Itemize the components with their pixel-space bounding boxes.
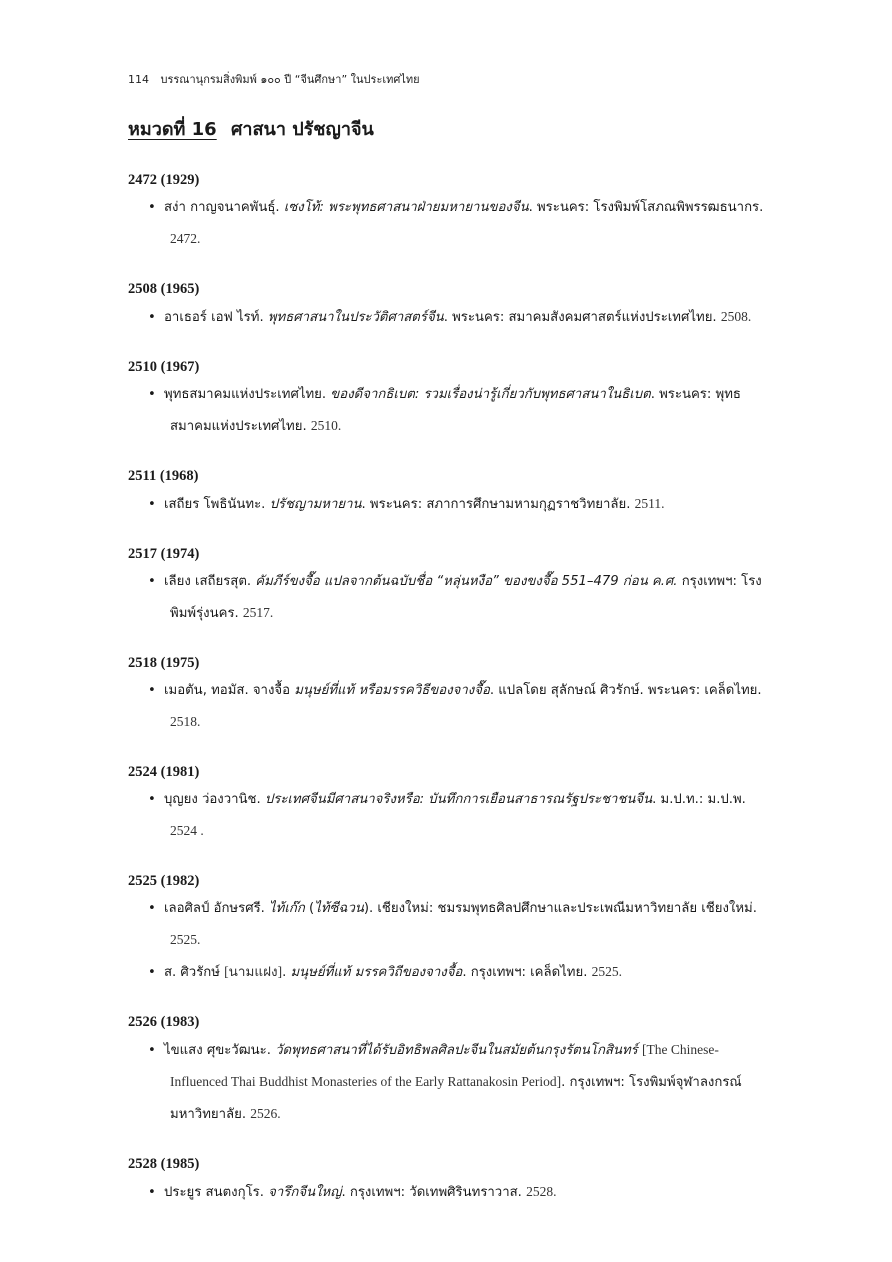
entry-text: . พระนคร: สมาคมสังคมศาสตร์แห่งประเทศไทย. bbox=[443, 310, 721, 325]
entry-text: . bbox=[282, 965, 291, 980]
entry-title: มนุษย์ที่แท้ หรือมรรควิธีของจางจื๊อ bbox=[294, 683, 490, 698]
entry-title: จารึกจีนใหญ่ bbox=[268, 1185, 342, 1200]
year-group bbox=[128, 1152, 776, 1208]
year-heading: 2517 (1974) bbox=[128, 546, 200, 562]
year-heading: 2518 (1975) bbox=[128, 655, 200, 671]
bullet-icon: • bbox=[148, 387, 156, 402]
entry-text: 2525. bbox=[591, 964, 622, 979]
entry-title: เซงโท้: พระพุทธศาสนาฝ่ายมหายานของจีน bbox=[283, 200, 529, 215]
entry-text: . พระนคร: โรงพิมพ์โสภณพิพรรฒธนากร. bbox=[528, 200, 764, 215]
chapter-heading bbox=[128, 114, 374, 143]
entry-text: 2528. bbox=[526, 1184, 557, 1199]
year-group bbox=[128, 464, 776, 520]
bullet-icon: • bbox=[148, 683, 156, 698]
bibliography-entry bbox=[128, 893, 776, 956]
bibliography-entry bbox=[128, 301, 776, 333]
bullet-icon: • bbox=[148, 574, 156, 589]
running-head bbox=[128, 70, 420, 88]
entry-text: [The Chinese-Influenced Thai Buddhist Monasteries of the Early Rattanakosin Period] bbox=[170, 1042, 719, 1089]
entry-text: ประยูร สนตงกุโร. bbox=[164, 1185, 269, 1200]
year-group bbox=[128, 277, 776, 333]
entry-text: ส. ศิวรักษ์ bbox=[164, 965, 225, 980]
entry-text: . กรุงเทพฯ: วัดเทพศิรินทราวาส. bbox=[341, 1185, 527, 1200]
year-group bbox=[128, 760, 776, 847]
bullet-icon: • bbox=[148, 965, 156, 980]
entry-text: 2524 . bbox=[170, 823, 204, 838]
bibliography-entry bbox=[128, 784, 776, 847]
entry-text: 2518. bbox=[170, 714, 201, 729]
entry-title: ไท้เก๊ก bbox=[269, 901, 305, 916]
bibliography-entry bbox=[128, 1176, 776, 1208]
entry-text: สง่า กาญจนาคพันธุ์. bbox=[164, 200, 284, 215]
year-heading: 2508 (1965) bbox=[128, 281, 200, 297]
entry-text: 2517. bbox=[242, 605, 274, 620]
entry-title: วัดพุทธศาสนาที่ได้รับอิทธิพลศิลปะจีนในสมัยต้นกรุงรัตนโกสินทร์ bbox=[275, 1043, 638, 1058]
entry-text: 2508. bbox=[720, 309, 752, 324]
chapter-title: ศาสนา ปรัชญาจีน bbox=[231, 119, 374, 140]
chapter-number: หมวดที่ 16 bbox=[128, 119, 217, 140]
entry-text: กรุงเทพฯ: โรงพิมพ์รุ่งนคร. bbox=[170, 574, 762, 621]
entry-text: เลอศิลป์ อักษรศรี. bbox=[164, 901, 270, 916]
entry-text: เมอตัน, ทอมัส. จางจื้อ bbox=[164, 683, 295, 698]
bullet-icon: • bbox=[148, 310, 156, 325]
entry-text: . พระนคร: สภาการศึกษามหามกุฏราชวิทยาลัย. bbox=[361, 497, 635, 512]
entry-title: ของดีจากธิเบต: รวมเรื่องน่ารู้เกี่ยวกับพุทธศาสนาในธิเบต bbox=[330, 387, 651, 402]
year-group bbox=[128, 1010, 776, 1130]
bullet-icon: • bbox=[148, 497, 156, 512]
bibliography-entry bbox=[128, 192, 776, 255]
entry-text: . ม.ป.ท.: ม.ป.พ. bbox=[652, 792, 746, 807]
entry-text: ไขแสง ศุขะวัฒนะ. bbox=[164, 1043, 276, 1058]
entry-text: 2510. bbox=[310, 418, 342, 433]
entry-text: อาเธอร์ เอฟ ไรท์. bbox=[164, 310, 268, 325]
bibliography-entry bbox=[128, 379, 776, 442]
year-heading: 2472 (1929) bbox=[128, 172, 200, 188]
entry-text: บุญยง ว่องวานิช. bbox=[164, 792, 265, 807]
entry-text: ( bbox=[304, 901, 315, 916]
bibliography-entry bbox=[128, 566, 776, 629]
entry-text: พุทธสมาคมแห่งประเทศไทย. bbox=[164, 387, 331, 402]
entry-text: ). เชียงใหม่: ชมรมพุทธศิลปศึกษาและประเพณีมหาวิทยาลัย เชียงใหม่. bbox=[363, 901, 757, 916]
bibliography-list bbox=[128, 168, 776, 1230]
entry-text: . แปลโดย สุลักษณ์ ศิวรักษ์. พระนคร: เคล็ดไทย. bbox=[489, 683, 762, 698]
entry-text: 2525. bbox=[170, 932, 201, 947]
bibliography-entry bbox=[128, 956, 776, 988]
book-title: บรรณานุกรมสิ่งพิมพ์ ๑๐๐ ปี “จีนศึกษา” ในประเทศไทย bbox=[160, 73, 420, 86]
year-group bbox=[128, 355, 776, 442]
year-group bbox=[128, 651, 776, 738]
bullet-icon: • bbox=[148, 200, 156, 215]
entry-title: ปรัชญามหายาน bbox=[269, 497, 362, 512]
entry-text: เสถียร โพธินันทะ. bbox=[164, 497, 270, 512]
entry-text: 2472. bbox=[170, 231, 201, 246]
page-number: 114 bbox=[128, 73, 149, 86]
bibliography-entry bbox=[128, 675, 776, 738]
year-heading: 2528 (1985) bbox=[128, 1156, 200, 1172]
entry-text: . พระนคร: พุทธสมาคมแห่งประเทศไทย. bbox=[170, 387, 741, 434]
year-group bbox=[128, 168, 776, 255]
bibliography-entry bbox=[128, 488, 776, 520]
bibliography-entry bbox=[128, 1034, 776, 1130]
entry-text: เลียง เสถียรสุต. bbox=[164, 574, 256, 589]
entry-text: . กรุงเทพฯ: เคล็ดไทย. bbox=[462, 965, 592, 980]
bullet-icon: • bbox=[148, 792, 156, 807]
entry-title: ประเทศจีนมีศาสนาจริงหรือ: บันทึกการเยือนสาธารณรัฐประชาชนจีน bbox=[264, 792, 653, 807]
entry-text: . กรุงเทพฯ: โรงพิมพ์จุฬาลงกรณ์มหาวิทยาลัย. bbox=[170, 1075, 742, 1122]
entry-title: คัมภีร์ขงจื๊อ แปลจากต้นฉบับชื่อ “หลุ่นหงือ” ของขงจื๊อ 551–479 ก่อน ค.ศ. bbox=[255, 574, 678, 589]
year-group bbox=[128, 869, 776, 988]
bullet-icon: • bbox=[148, 1185, 156, 1200]
year-heading: 2526 (1983) bbox=[128, 1014, 200, 1030]
entry-text: 2526. bbox=[250, 1106, 281, 1121]
year-heading: 2511 (1968) bbox=[128, 468, 199, 484]
entry-text: 2511. bbox=[634, 496, 665, 511]
entry-title: มนุษย์ที่แท้ มรรควิถีของจางจื้อ bbox=[290, 965, 463, 980]
bullet-icon: • bbox=[148, 1043, 156, 1058]
year-heading: 2524 (1981) bbox=[128, 764, 200, 780]
year-heading: 2510 (1967) bbox=[128, 359, 200, 375]
year-group bbox=[128, 542, 776, 629]
entry-title: ไท้ซีฉวน bbox=[314, 901, 364, 916]
entry-title: พุทธศาสนาในประวัติศาสตร์จีน bbox=[267, 310, 444, 325]
entry-text: [นามแฝง] bbox=[224, 964, 283, 979]
bullet-icon: • bbox=[148, 901, 156, 916]
year-heading: 2525 (1982) bbox=[128, 873, 200, 889]
